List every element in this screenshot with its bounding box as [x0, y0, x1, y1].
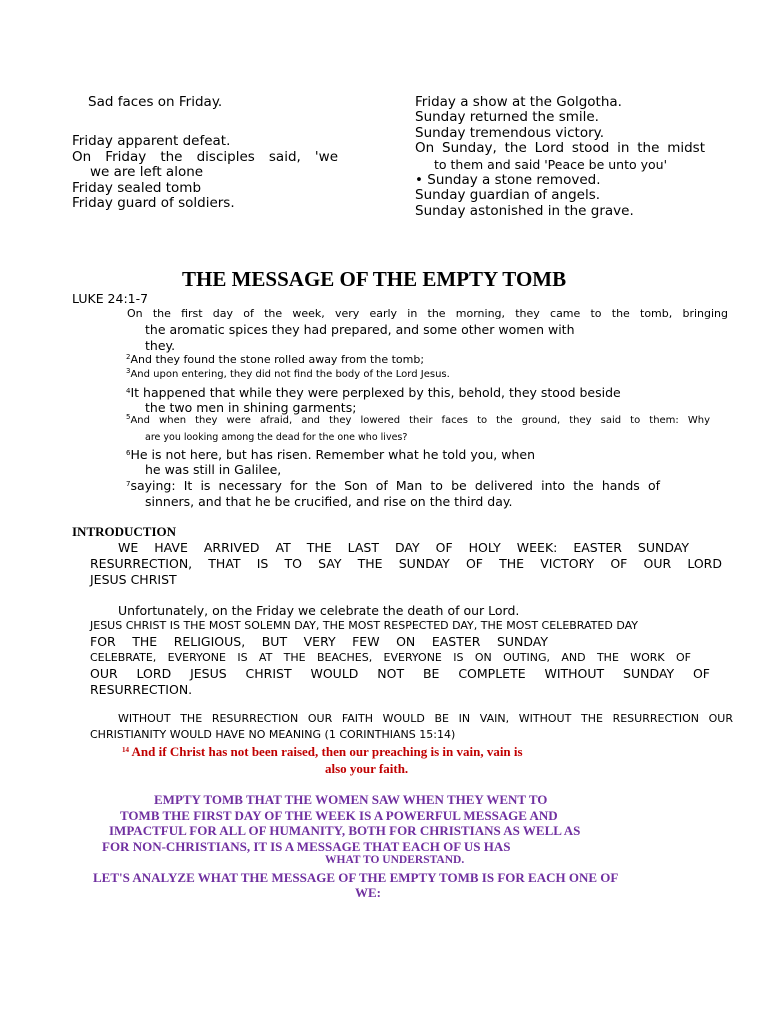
right-line-golgotha: Friday a show at the Golgotha.	[415, 94, 622, 110]
verse-1-line-a: On the first day of the week, very early in the morning, they came to the tomb, bringing	[127, 307, 728, 320]
left-line-disciples-said: On Friday the disciples said, 'we	[72, 149, 338, 165]
intro-p2-line-c-text: FOR THE RELIGIOUS, BUT VERY FEW ON EASTER SUNDAY	[90, 634, 548, 649]
quote-line-b: also your faith.	[325, 761, 409, 776]
left-line-left-alone: we are left alone	[90, 164, 204, 180]
purple-line-b: TOMB THE FIRST DAY OF THE WEEK IS A POWERFUL MESSAGE AND	[120, 808, 558, 823]
verse-2	[126, 353, 424, 366]
right-line-astonished: Sunday astonished in the grave.	[415, 203, 634, 219]
intro-p1-line-a-text: WE HAVE ARRIVED AT THE LAST DAY OF HOLY WEEK: EASTER SUNDAY	[118, 540, 689, 555]
verse-6-number: 6	[126, 449, 131, 457]
quote-verse-number: 14	[122, 746, 129, 754]
intro-p2-line-f: RESURRECTION.	[90, 682, 193, 697]
quote-line-a-text: And if Christ has not been raised, then our preaching is in vain, vain is	[131, 744, 523, 759]
right-line-peace: to them and said 'Peace be unto you'	[434, 157, 668, 172]
right-line-stone-removed: • Sunday a stone removed.	[415, 172, 601, 188]
verse-5-line-a	[126, 415, 710, 427]
verse-3	[126, 369, 450, 381]
intro-p2-line-e-text: OUR LORD JESUS CHRIST WOULD NOT BE COMPLETE WITHOUT SUNDAY OF	[90, 666, 710, 681]
intro-p2-line-b: JESUS CHRIST IS THE MOST SOLEMN DAY, THE MOST RESPECTED DAY, THE MOST CELEBRATED DAY	[90, 619, 638, 632]
purple-line-d: FOR NON-CHRISTIANS, IT IS A MESSAGE THAT EACH OF US HAS	[102, 839, 511, 854]
intro-p1-line-b-text: RESURRECTION, THAT IS TO SAY THE SUNDAY OF THE VICTORY OF OUR LORD	[90, 556, 722, 571]
verse-6-line-b: he was still in Galilee,	[145, 462, 282, 477]
verse-6-text: He is not here, but has risen. Remember what he told you, when	[130, 447, 535, 462]
purple-line-e: WHAT TO UNDERSTAND.	[325, 854, 465, 866]
purple-line-g: WE:	[355, 885, 381, 900]
verse-6-line-a	[126, 447, 535, 462]
left-line-apparent-defeat: Friday apparent defeat.	[72, 133, 231, 149]
verse-2-number: 2	[126, 353, 131, 361]
verse-4-line-a	[126, 385, 621, 400]
verse-2-text: And they found the stone rolled away from the tomb;	[130, 353, 425, 366]
verse-1-line-b: the aromatic spices they had prepared, and some other women with	[145, 322, 575, 337]
intro-p3-line-a-text: WITHOUT THE RESURRECTION OUR FAITH WOULD BE IN VAIN, WITHOUT THE RESURRECTION OUR	[118, 712, 733, 725]
intro-p2-line-c	[90, 634, 548, 649]
intro-p2-line-a: Unfortunately, on the Friday we celebrate the death of our Lord.	[118, 603, 520, 618]
verse-7-number: 7	[126, 480, 131, 488]
intro-p2-line-e	[90, 666, 710, 681]
left-line-sad-faces: Sad faces on Friday.	[88, 94, 223, 110]
right-line-guardian: Sunday guardian of angels.	[415, 187, 601, 203]
intro-p2-line-d-text: CELEBRATE, EVERYONE IS AT THE BEACHES, EVERYONE IS ON OUTING, AND THE WORK OF	[90, 651, 691, 664]
intro-p3-line-b: CHRISTIANITY WOULD HAVE NO MEANING (1 CORINTHIANS 15:14)	[90, 728, 456, 741]
right-line-smile: Sunday returned the smile.	[415, 109, 599, 125]
right-line-victory: Sunday tremendous victory.	[415, 125, 604, 141]
quote-line-a	[122, 744, 523, 760]
intro-p1-line-b	[90, 556, 722, 571]
verse-5-line-b: are you looking among the dead for the one who lives?	[145, 432, 408, 443]
right-line-lord-stood: On Sunday, the Lord stood in the midst	[415, 140, 705, 156]
verse-4-line-b: the two men in shining garments;	[145, 400, 357, 415]
page-title: THE MESSAGE OF THE EMPTY TOMB	[182, 267, 567, 291]
verse-4-text: It happened that while they were perplexed by this, behold, they stood beside	[130, 385, 621, 400]
introduction-heading: INTRODUCTION	[72, 524, 177, 539]
intro-p3-line-a	[118, 712, 733, 725]
verse-3-number: 3	[126, 367, 131, 375]
verse-4-number: 4	[126, 387, 131, 395]
purple-line-f: LET'S ANALYZE WHAT THE MESSAGE OF THE EMPTY TOMB IS FOR EACH ONE OF	[93, 870, 619, 885]
verse-5-text: And when they were afraid, and they lowered their faces to the ground, they said to them: Why	[130, 415, 710, 426]
intro-p1-line-a	[118, 540, 689, 555]
scripture-reference: LUKE 24:1-7	[72, 291, 149, 306]
intro-p1-line-c: JESUS CHRIST	[90, 572, 177, 587]
verse-7-line-a	[126, 478, 660, 493]
verse-3-text: And upon entering, they did not find the body of the Lord Jesus.	[130, 369, 450, 380]
left-line-guard: Friday guard of soldiers.	[72, 195, 235, 211]
verse-5-number: 5	[126, 413, 131, 421]
verse-7-text: saying: It is necessary for the Son of Man to be delivered into the hands of	[130, 478, 660, 493]
purple-line-a: EMPTY TOMB THAT THE WOMEN SAW WHEN THEY WENT TO	[154, 792, 548, 807]
left-line-sealed-tomb: Friday sealed tomb	[72, 180, 202, 196]
verse-1-line-c: they.	[145, 338, 176, 353]
intro-p2-line-d	[90, 651, 691, 664]
purple-line-c: IMPACTFUL FOR ALL OF HUMANITY, BOTH FOR CHRISTIANS AS WELL AS	[109, 823, 581, 838]
verse-7-line-b: sinners, and that he be crucified, and rise on the third day.	[145, 494, 513, 509]
